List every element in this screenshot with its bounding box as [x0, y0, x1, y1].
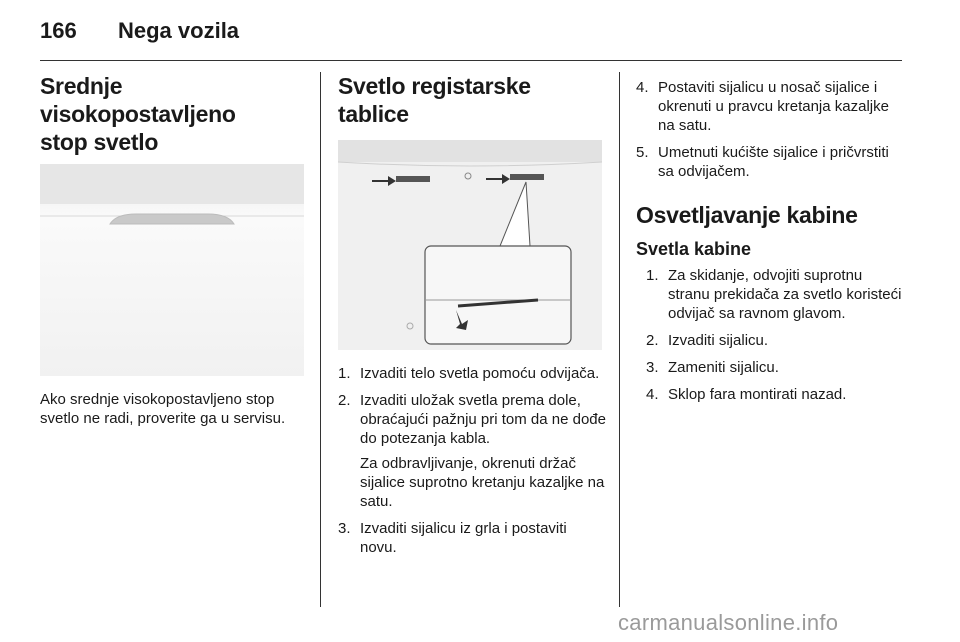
step-number: 5. [636, 144, 649, 161]
step-number: 3. [646, 359, 659, 376]
column-divider-left [320, 72, 321, 607]
cabin-light-steps [636, 266, 902, 404]
step-text: Za skidanje, odvojiti suprotnu stranu prekidača za svetlo koristeći odvijač sa ravnom glavom. [668, 267, 902, 322]
watermark: carmanualsonline.info [618, 610, 839, 635]
list-item [646, 358, 902, 377]
header-rule [40, 60, 902, 61]
step-number: 4. [636, 79, 649, 96]
list-item [636, 78, 902, 135]
left-column [40, 72, 306, 428]
license-plate-steps-continued [636, 78, 902, 181]
step-text: Izvaditi sijalicu iz grla i postaviti novu. [360, 520, 567, 556]
cabin-lighting-title: Osvetljavanje kabine [636, 202, 858, 228]
step-text: Postaviti sijalicu u nosač sijalice i okrenuti u pravcu kretanja kazaljke na satu. [658, 79, 889, 134]
license-plate-light-title: Svetlo registarske tablice [338, 73, 531, 127]
step-number: 1. [646, 267, 659, 284]
step-text: Izvaditi telo svetla pomoću odvijača. [360, 365, 600, 382]
page-number: 166 [40, 18, 77, 43]
cabin-lights-subtitle: Svetla kabine [636, 239, 752, 259]
step-text: Izvaditi uložak svetla prema dole, obraćajući pažnju pri tom da ne dođe do potezanja kabla. [360, 392, 606, 447]
brake-light-title [40, 72, 306, 156]
list-item [338, 391, 606, 511]
license-plate-steps [338, 364, 606, 557]
list-item [338, 519, 606, 557]
step-number: 2. [338, 392, 351, 409]
step-text: Zameniti sijalicu. [668, 359, 779, 376]
step-number: 4. [646, 386, 659, 403]
brake-light-drawing [40, 164, 304, 376]
license-plate-drawing [338, 140, 602, 350]
step-number: 2. [646, 332, 659, 349]
list-item [646, 266, 902, 323]
step-note: Za odbravljivanje, okrenuti držač sijalice suprotno kretanju kazaljke na satu. [360, 455, 605, 510]
middle-column [338, 72, 606, 565]
step-number: 1. [338, 365, 351, 382]
list-item [338, 364, 606, 383]
chapter-title: Nega vozila [118, 18, 240, 43]
brake-light-illustration [40, 164, 304, 376]
brake-light-title-line2: stop svetlo [40, 129, 159, 155]
right-column [636, 72, 902, 412]
step-text: Izvaditi sijalicu. [668, 332, 769, 349]
brake-light-caption: Ako srednje visokopostavljeno stop svetlo ne radi, proverite ga u servisu. [40, 391, 286, 427]
column-divider-right [619, 72, 620, 607]
list-item [646, 331, 902, 350]
page-header [40, 18, 239, 48]
list-item [636, 143, 902, 181]
step-text: Sklop fara montirati nazad. [668, 386, 847, 403]
license-plate-light-illustration [338, 140, 602, 350]
step-text: Umetnuti kućište sijalice i pričvrstiti sa odvijačem. [658, 144, 889, 180]
step-number: 3. [338, 520, 351, 537]
brake-light-title-line1: Srednje visokopostavljeno [40, 73, 236, 127]
list-item [646, 385, 902, 404]
